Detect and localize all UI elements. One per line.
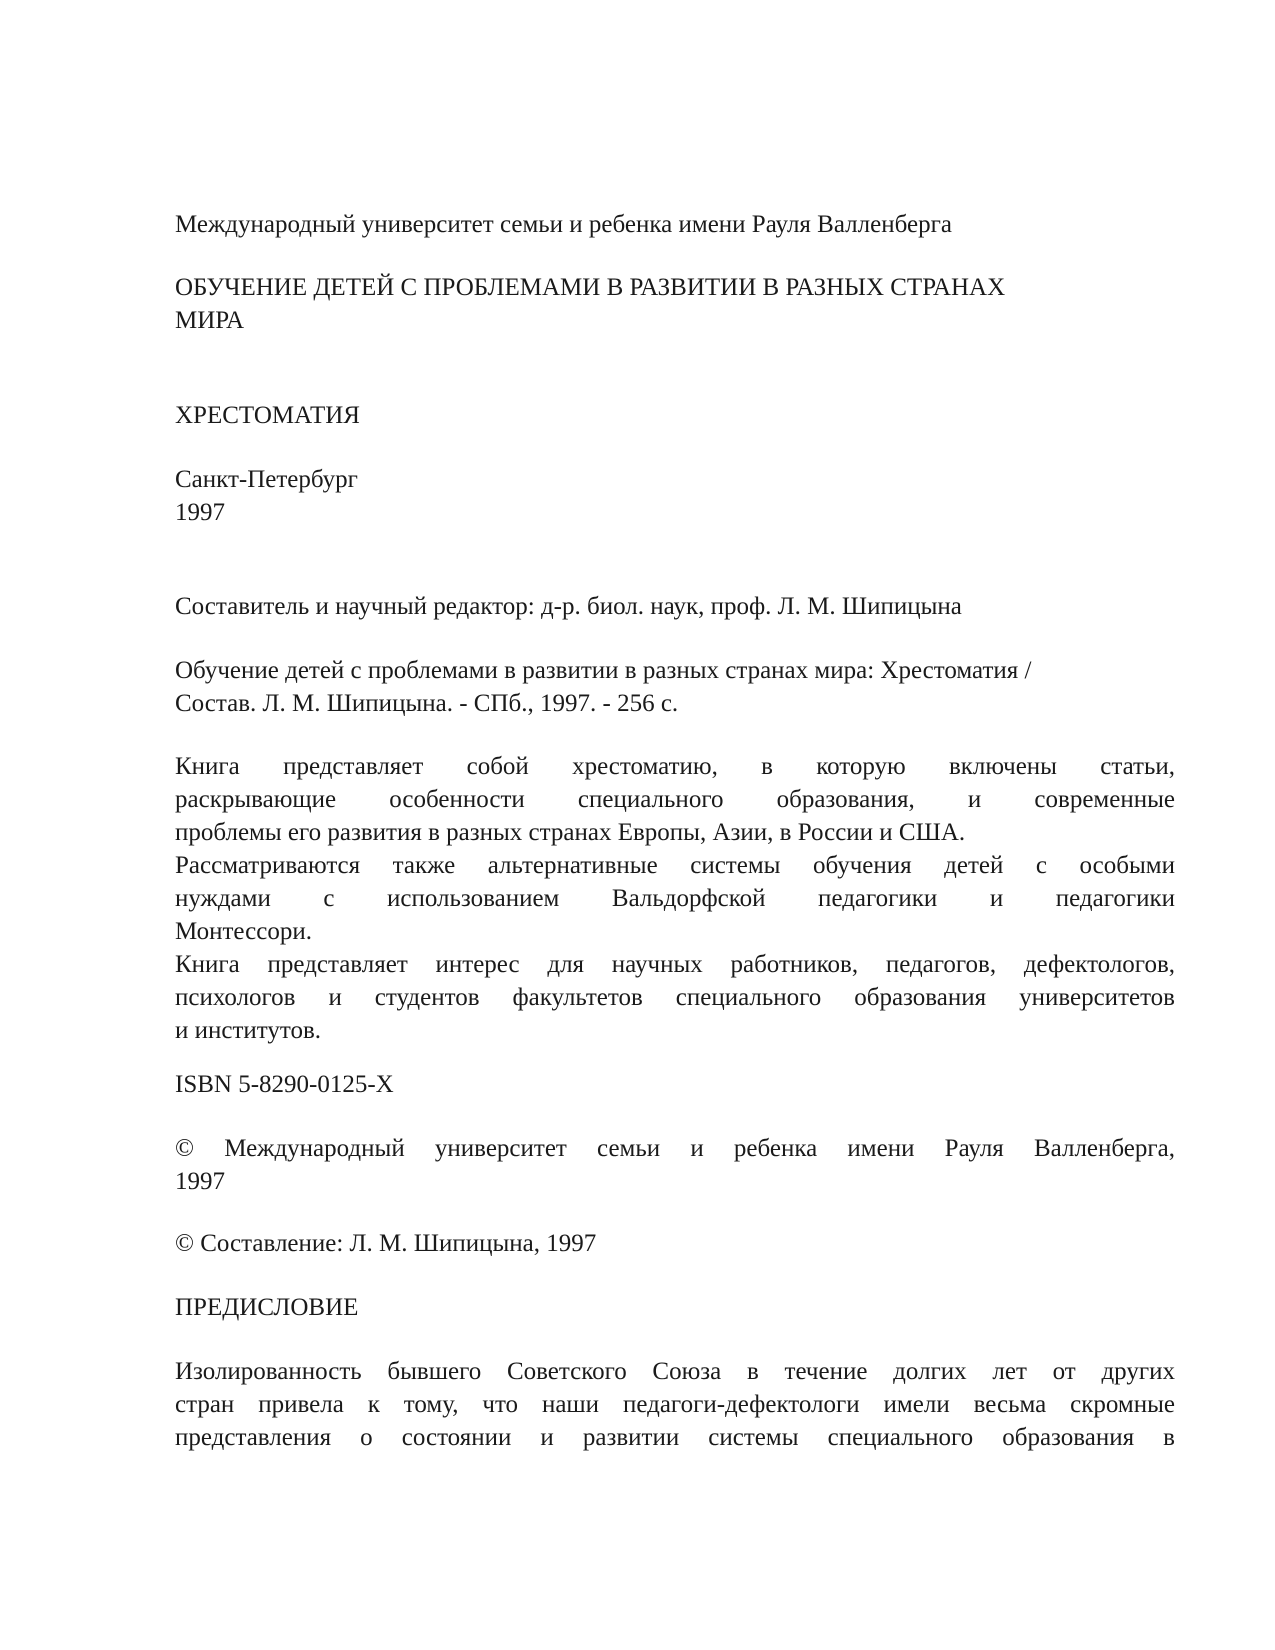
preface-heading <box>175 1291 1175 1324</box>
book-title <box>175 271 1175 337</box>
bibliographic-record <box>175 654 1175 720</box>
annotation-line: Рассматриваются также альтернативные системы обучения детей с особыми <box>175 852 1175 879</box>
book-title-line-2: МИРА <box>175 307 245 334</box>
copyright-university <box>175 1132 1175 1198</box>
annotation-line: и институтов. <box>175 1017 322 1044</box>
annotation-line: психологов и студентов факультетов специального образования университетов <box>175 984 1175 1011</box>
book-title-line-1: ОБУЧЕНИЕ ДЕТЕЙ С ПРОБЛЕМАМИ В РАЗВИТИИ В РАЗНЫХ СТРАНАХ <box>175 274 1006 301</box>
book-type-text: ХРЕСТОМАТИЯ <box>175 402 360 429</box>
book-type <box>175 399 1175 432</box>
university-header <box>175 208 1175 241</box>
annotation-line: Книга представляет собой хрестоматию, в которую включены статьи, <box>175 753 1175 780</box>
compiler-line <box>175 590 1175 623</box>
annotation-line: проблемы его развития в разных странах Европы, Азии, в России и США. <box>175 819 966 846</box>
preface-paragraph <box>175 1355 1175 1454</box>
copyright-university-line-2: 1997 <box>175 1168 225 1195</box>
annotation-line: Книга представляет интерес для научных работников, педагогов, дефектологов, <box>175 951 1175 978</box>
compiler-text: Составитель и научный редактор: д-р. биол. наук, проф. Л. М. Шипицына <box>175 593 962 620</box>
copyright-compilation-text: © Составление: Л. М. Шипицына, 1997 <box>175 1230 597 1257</box>
bibliographic-line-2: Состав. Л. М. Шипицына. - СПб., 1997. - 256 с. <box>175 690 679 717</box>
annotation-paragraph <box>175 750 1175 1047</box>
bibliographic-line-1: Обучение детей с проблемами в развитии в разных странах мира: Хрестоматия / <box>175 657 1032 684</box>
annotation-line: раскрывающие особенности специального образования, и современные <box>175 786 1175 813</box>
preface-line: представления о состоянии и развитии системы специального образования в <box>175 1424 1175 1451</box>
copyright-university-line-1: © Международный университет семьи и ребенка имени Рауля Валленберга, <box>175 1135 1175 1162</box>
annotation-line: Монтессори. <box>175 918 312 945</box>
annotation-line: нуждами с использованием Вальдорфской педагогики и педагогики <box>175 885 1175 912</box>
publication-place-year <box>175 463 1175 529</box>
preface-line: Изолированность бывшего Советского Союза в течение долгих лет от других <box>175 1358 1175 1385</box>
copyright-compilation <box>175 1227 1175 1260</box>
isbn <box>175 1068 1175 1101</box>
year-text: 1997 <box>175 499 225 526</box>
preface-line: стран привела к тому, что наши педагоги-дефектологи имели весьма скромные <box>175 1391 1175 1418</box>
university-header-text: Международный университет семьи и ребенка имени Рауля Валленберга <box>175 211 952 238</box>
city-text: Санкт-Петербург <box>175 466 358 493</box>
preface-heading-text: ПРЕДИСЛОВИЕ <box>175 1294 359 1321</box>
isbn-text: ISBN 5-8290-0125-X <box>175 1071 394 1098</box>
